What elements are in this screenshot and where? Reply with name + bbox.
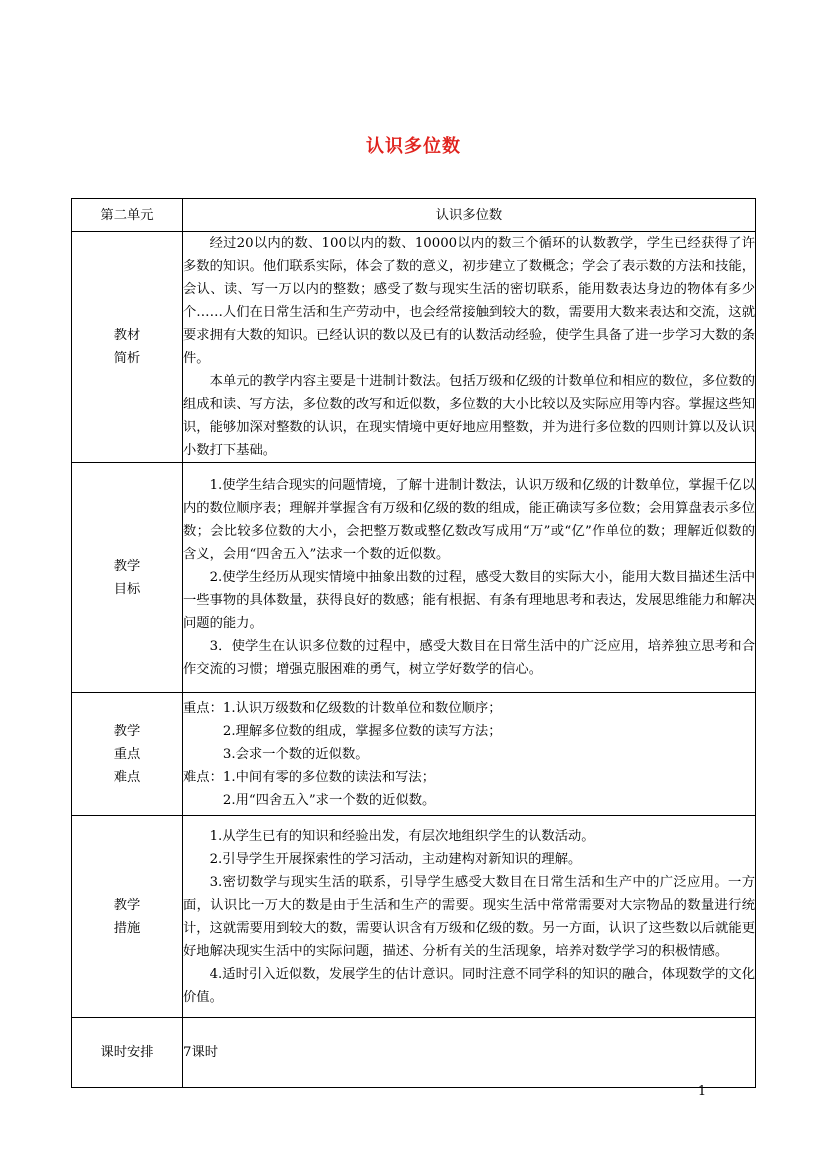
key-points-label xyxy=(72,693,183,816)
measures-label-line: 措施 xyxy=(113,920,141,936)
measures-paragraph: 2.引导学生开展探索性的学习活动，主动建构对新知识的理解。 xyxy=(209,851,582,867)
measures-paragraph: 3.密切数学与现实生活的联系，引导学生感受大数目在日常生活和生产中的广泛应用。一方面，认识比一万大的数是由于生活和生产的需要。现实生活中常常需要对大宗物品的数量进行统计，这就需要用到较大的数，需要认识含有万级和亿级的数。另一方面，认识了这些数以后就能更好地解决现实生活中的实际问题，描述、分析有关的生活现象，培养对数学学习的积极情感。 xyxy=(183,874,755,959)
page-number: 1 xyxy=(697,1084,707,1099)
table-row-analysis xyxy=(72,232,756,463)
measures-label-line: 教学 xyxy=(113,897,141,913)
document-title: 认识多位数 xyxy=(366,136,461,157)
goals-paragraph: 3．使学生在认识多位数的过程中，感受大数目在日常生活中的广泛应用，培养独立思考和合作交流的习惯；增强克服困难的勇气，树立学好数学的信心。 xyxy=(183,639,755,677)
lesson-plan-table xyxy=(71,198,756,1088)
key-points-label-line: 教学 xyxy=(113,723,141,739)
table-row-goals xyxy=(72,463,756,693)
key-points-label-line: 难点 xyxy=(113,769,141,785)
goals-label xyxy=(72,463,183,693)
goals-paragraph: 2.使学生经历从现实情境中抽象出数的过程，感受大数目的实际大小，能用大数目描述生活中一些事物的具体数量，获得良好的数感；能有根据、有条有理地思考和表达，发展思维能力和解决问题的能力。 xyxy=(183,570,755,631)
schedule-label: 课时安排 xyxy=(72,1018,183,1088)
key-points-label-line: 重点 xyxy=(113,746,141,762)
analysis-paragraph: 本单元的教学内容主要是十进制计数法。包括万级和亿级的计数单位和相应的数位，多位数的组成和读、写方法，多位数的改写和近似数，多位数的大小比较以及实际应用等内容。掌握这些知识，能够加深对整数的认识，在现实情境中更好地应用整数，并为进行多位数的四则计算以及认识小数打下基础。 xyxy=(183,374,755,458)
analysis-paragraph: 经过20以内的数、100以内的数、10000以内的数三个循环的认数教学，学生已经获得了许多数的知识。他们联系实际，体会了数的意义，初步建立了数概念；学会了表示数的方法和技能，会认、读、写一万以内的整数；感受了数与现实生活的密切联系，能用数表达身边的物体有多少个……人们在日常生活和生产劳动中，也会经常接触到较大的数，需要用大数来表达和交流，这就要求拥有大数的知识。已经认识的数以及已有的认数活动经验，使学生具备了进一步学习大数的条件。 xyxy=(183,236,755,366)
measures-paragraph: 1.从学生已有的知识和经验出发，有层次地组织学生的认数活动。 xyxy=(209,828,595,844)
analysis-label-line: 简析 xyxy=(113,351,141,366)
measures-paragraph: 4.适时引入近似数，发展学生的估计意识。同时注意不同学科的知识的融合，体现数学的文化价值。 xyxy=(183,966,755,1005)
goals-content xyxy=(183,463,756,693)
table-row-schedule xyxy=(72,1018,756,1088)
key-point-line: 2.用“四舍五入”求一个数的近似数。 xyxy=(222,792,436,808)
unit-label: 第二单元 xyxy=(72,199,183,232)
measures-content xyxy=(183,816,756,1018)
measures-label xyxy=(72,816,183,1018)
table-row-key-points xyxy=(72,693,756,816)
unit-name: 认识多位数 xyxy=(183,199,756,232)
goals-label-line: 教学 xyxy=(113,558,141,574)
key-point-line: 3.会求一个数的近似数。 xyxy=(222,746,369,762)
analysis-label xyxy=(72,232,183,463)
goals-label-line: 目标 xyxy=(113,581,141,597)
goals-paragraph: 1.使学生结合现实的问题情境，了解十进制计数法，认识万级和亿级的计数单位，掌握千亿以内的数位顺序表；理解并掌握含有万级和亿级的数的组成，能正确读写多位数；会用算盘表示多位数；会比较多位数的大小，会把整万数或整亿数改写成用“万”或“亿”作单位的数；理解近似数的含义，会用“四舍五入”法求一个数的近似数。 xyxy=(183,478,755,562)
key-point-line: 2.理解多位数的组成，掌握多位数的读写方法； xyxy=(222,723,502,739)
analysis-label-line: 教材 xyxy=(113,328,141,343)
analysis-content xyxy=(183,232,756,463)
schedule-value: 7课时 xyxy=(183,1018,756,1088)
key-point-line: 重点：1.认识万级数和亿级数的计数单位和数位顺序； xyxy=(183,700,502,716)
key-point-line: 难点：1.中间有零的多位数的读法和写法； xyxy=(183,769,436,785)
table-row-unit xyxy=(72,199,756,232)
table-row-measures xyxy=(72,816,756,1018)
key-points-content xyxy=(183,693,756,816)
